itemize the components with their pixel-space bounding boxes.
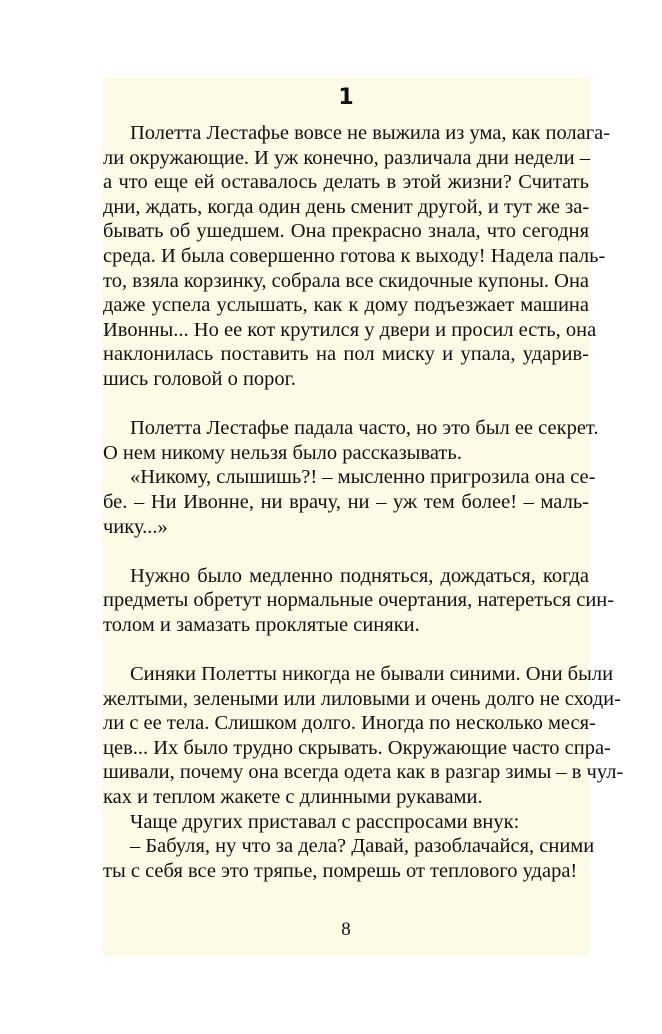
text-line: Ивонны... Но ее кот крутился у двери и просил есть, она	[103, 318, 597, 341]
text-line: Чаще других приставал с расспросами внук:	[130, 810, 520, 833]
body-text	[103, 121, 624, 883]
text-line: «Никому, слышишь?! – мысленно пригрозила она се-	[130, 466, 596, 489]
text-line: Нужно было медленно подняться, дождаться, когда	[130, 564, 589, 587]
text-line: О нем никому нельзя было рассказывать.	[103, 441, 462, 464]
paragraph-gap	[103, 637, 589, 662]
text-line: даже успела услышать, как к дому подъезжает машина	[103, 294, 589, 317]
text-line: чику...»	[103, 515, 168, 538]
text-line: – Бабуля, ну что за дела? Давай, разоблачайся, сними	[130, 835, 595, 858]
text-line: ли окружающие. И уж конечно, различала дни недели –	[103, 146, 590, 169]
page-number: 8	[341, 919, 351, 940]
text-line: желтыми, зелеными или лиловыми и очень долго не сходи-	[103, 687, 621, 710]
text-line: наклонилась поставить на пол миску и упала, ударив-	[103, 343, 589, 366]
text-line: бе. – Ни Ивонне, ни врачу, ни – уж тем более! – маль-	[103, 490, 589, 513]
text-line: а что еще ей оставалось делать в этой жизни? Считать	[103, 171, 589, 194]
text-line: цев... Их было трудно скрывать. Окружающие часто спра-	[103, 736, 611, 759]
text-line: предметы обретут нормальные очертания, натереться син-	[103, 589, 615, 612]
paragraph-gap	[103, 392, 589, 417]
text-line: шись головой о порог.	[103, 367, 296, 390]
book-page	[103, 78, 624, 956]
text-line: Синяки Полетты никогда не бывали синими. Они были	[130, 663, 614, 686]
text-line: дни, ждать, когда один день сменит другой, и тут же за-	[103, 195, 590, 218]
text-line: ках и теплом жакете с длинными рукавами.	[103, 786, 483, 809]
text-line: то, взяла корзинку, собрала все скидочные купоны. Она	[103, 269, 590, 292]
text-line: Полетта Лестафье падала часто, но это был ее секрет.	[130, 417, 599, 440]
text-line: Полетта Лестафье вовсе не выжила из ума, как полага-	[130, 122, 611, 144]
chapter-number: 1	[338, 85, 354, 110]
text-line: толом и замазать проклятые синяки.	[103, 613, 420, 636]
text-line: шивали, почему она всегда одета как в разгар зимы – в чул-	[103, 761, 624, 784]
text-line: бывать об ушедшем. Она прекрасно знала, что сегодня	[103, 220, 589, 243]
text-line: ты с себя все это тряпье, помрешь от теплового удара!	[103, 859, 578, 882]
text-line: ли с ее тела. Слишком долго. Иногда по несколько меся-	[103, 712, 596, 735]
paragraph-gap	[103, 539, 589, 564]
text-line: среда. И была совершенно готова к выходу! Надела паль-	[103, 244, 606, 267]
